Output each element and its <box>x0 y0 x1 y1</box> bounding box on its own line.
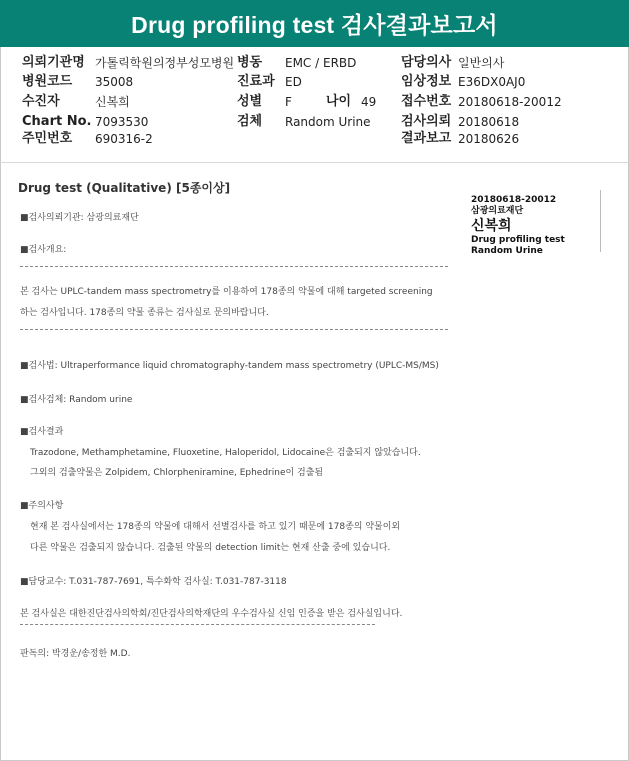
label-institution: 의뢰기관명 <box>22 55 85 70</box>
label-ward: 병동 <box>237 55 263 70</box>
label-chart-no: Chart No. <box>22 114 92 129</box>
value-department: ED <box>285 75 302 89</box>
result-line-2: 그외의 검출약물은 Zolpidem, Chlorpheniramine, Ephedrine이 검출됨 <box>30 468 324 478</box>
label-clinical-info: 임상정보 <box>401 74 452 89</box>
value-age: 49 <box>361 95 377 109</box>
lab-line: ■검사의뢰기관: 삼광의료재단 <box>20 213 139 223</box>
overview-line-2: 하는 검사입니다. 178종의 약물 종류는 검사실로 문의바랍니다. <box>20 308 269 318</box>
stamp-number: 20180618-20012 <box>471 195 557 205</box>
overview-title: ■검사개요: <box>20 245 67 255</box>
caution-line-2: 다른 약물은 검출되지 않습니다. 검출된 약물의 detection limit는 현재 산출 중에 있습니다. <box>30 543 391 553</box>
stamp-name: 신복희 <box>471 218 512 234</box>
label-department: 진료과 <box>237 74 275 89</box>
dashed-rule <box>20 624 375 625</box>
header-divider <box>0 162 629 163</box>
caution-title: ■주의사항 <box>20 501 64 511</box>
label-request-date: 검사의뢰 <box>401 114 452 129</box>
label-hospital-code: 병원코드 <box>22 74 73 89</box>
specimen-line: ■검사검체: Random urine <box>20 395 133 405</box>
value-report-date: 20180626 <box>458 132 520 146</box>
value-specimen: Random Urine <box>285 115 371 129</box>
label-doctor: 담당의사 <box>401 55 452 70</box>
label-age: 나이 <box>326 94 352 109</box>
value-sex: F <box>285 95 292 109</box>
label-patient: 수진자 <box>22 94 60 109</box>
section-title: Drug test (Qualitative) [5종이상] <box>18 181 231 195</box>
label-sex: 성별 <box>237 94 263 109</box>
value-ward: EMC / ERBD <box>285 56 357 70</box>
dashed-rule <box>20 266 448 267</box>
label-receipt-no: 접수번호 <box>401 94 452 109</box>
report-title: Drug profiling test 검사결과보고서 <box>0 0 629 47</box>
stamp-org: 삼광의료재단 <box>471 206 524 216</box>
result-title: ■검사결과 <box>20 427 64 437</box>
value-hospital-code: 35008 <box>95 75 134 89</box>
value-patient: 신복희 <box>95 95 130 109</box>
label-specimen: 검체 <box>237 114 263 129</box>
value-clinical-info: E36DX0AJ0 <box>458 75 526 89</box>
value-institution: 가톨릭학원의정부성모병원 <box>95 56 235 70</box>
dashed-rule <box>20 329 448 330</box>
label-report-date: 결과보고 <box>401 131 452 146</box>
result-line-1: Trazodone, Methamphetamine, Fluoxetine, Haloperidol, Lidocaine은 검출되지 않았습니다. <box>30 448 421 458</box>
method-line: ■검사법: Ultraperformance liquid chromatography-tandem mass spectrometry (UPLC-MS/MS) <box>20 361 439 371</box>
stamp-test: Drug profiling test <box>471 235 565 245</box>
label-resident-no: 주민번호 <box>22 131 73 146</box>
certification-line: 본 검사실은 대한진단검사의학회/진단검사의학재단의 우수검사실 신임 인증을 받은 검사실입니다. <box>20 609 403 619</box>
overview-line-1: 본 검사는 UPLC-tandem mass spectrometry를 이용하여 178종의 약물에 대해 targeted screening <box>20 287 433 297</box>
stamp-edge <box>600 190 601 252</box>
caution-line-1: 현재 본 검사실에서는 178종의 약물에 대해서 선별검사를 하고 있기 때문에 178종의 약물이외 <box>30 522 401 532</box>
value-doctor: 일반의사 <box>458 56 505 70</box>
value-chart-no: 7093530 <box>95 115 149 129</box>
value-receipt-no: 20180618-20012 <box>458 95 562 109</box>
contact-line: ■담당교수: T.031-787-7691, 특수화학 검사실: T.031-787-3118 <box>20 577 287 587</box>
reader-line: 판독의: 박경운/송정한 M.D. <box>20 649 131 659</box>
stamp-specimen: Random Urine <box>471 246 543 256</box>
value-request-date: 20180618 <box>458 115 520 129</box>
value-resident-no: 690316-2 <box>95 132 153 146</box>
specimen-stamp <box>471 195 565 257</box>
